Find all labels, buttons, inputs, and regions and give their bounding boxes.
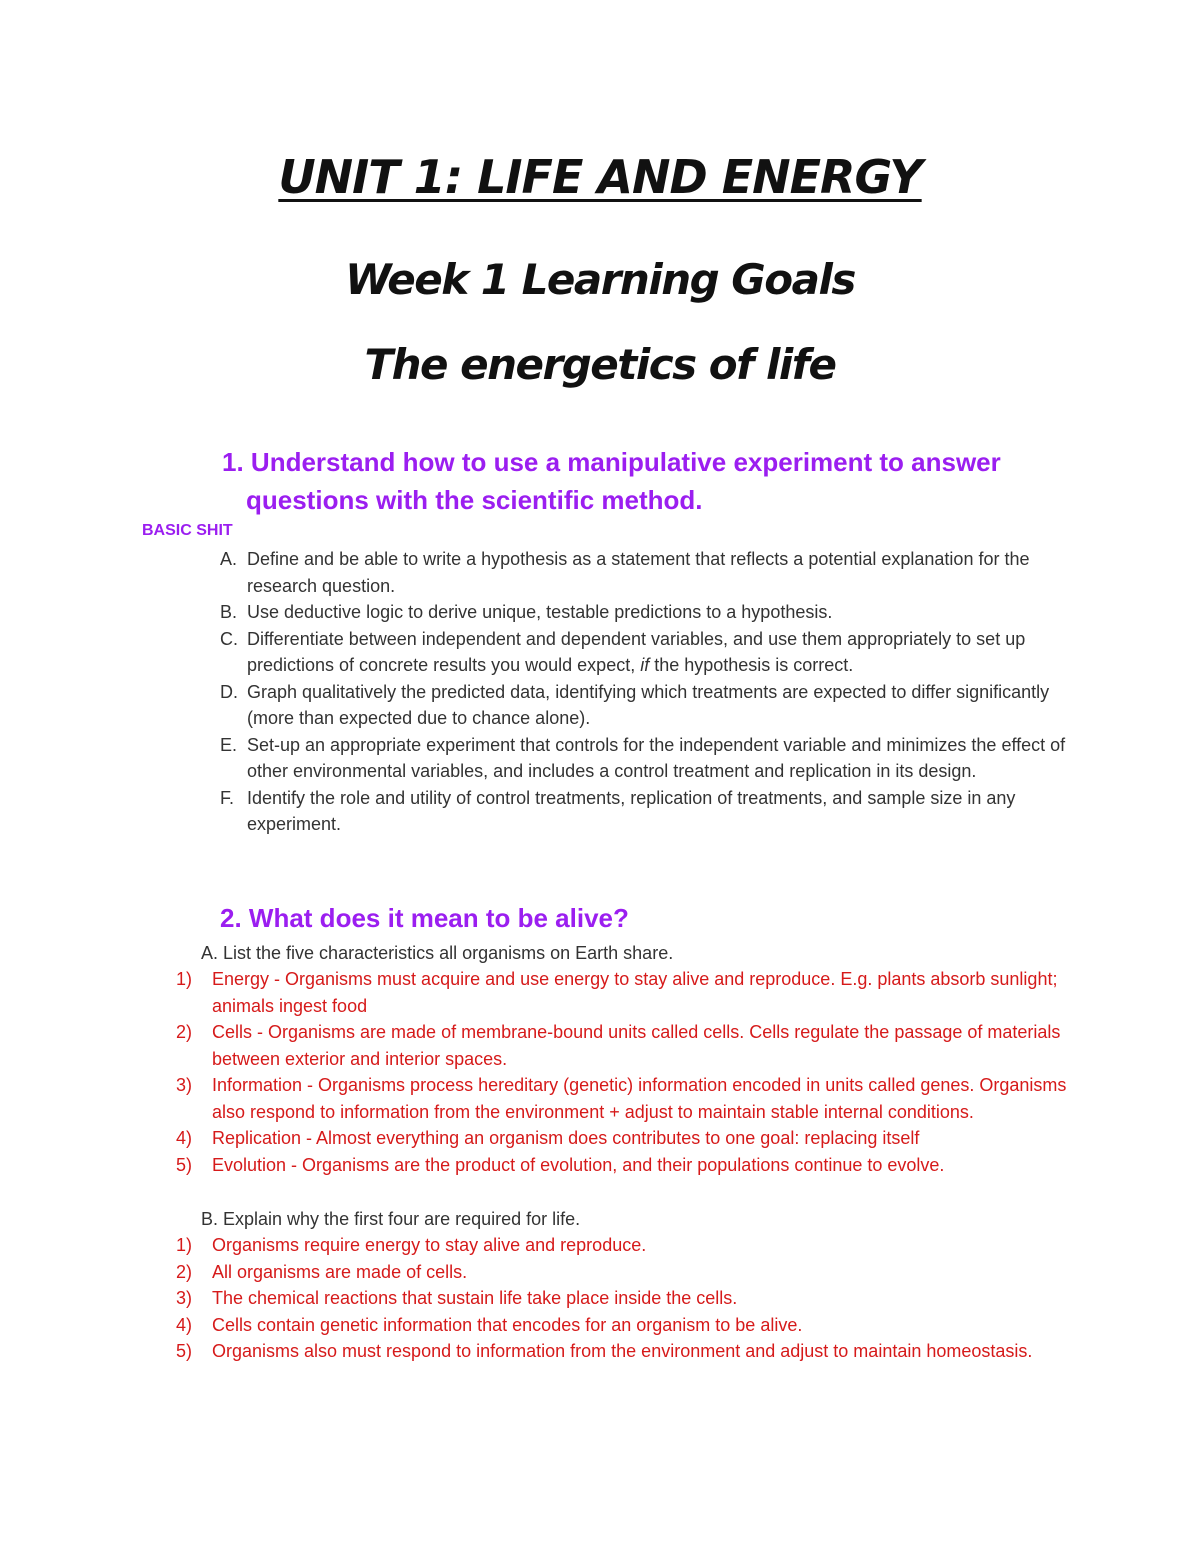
- list-marker: F.: [220, 787, 235, 808]
- list-item: [176, 1125, 1076, 1152]
- list-item: [220, 626, 1080, 679]
- list-item: [176, 1285, 1076, 1312]
- list-item: [176, 1338, 1076, 1365]
- list-item-text: Organisms also must respond to information from the environment and adjust to maintain homeostasis.: [212, 1341, 1033, 1361]
- unit-title: UNIT 1: LIFE AND ENERGY: [278, 150, 922, 204]
- emphasis-text: if: [640, 655, 650, 675]
- list-item: [176, 966, 1076, 1019]
- list-item: [176, 1259, 1076, 1286]
- page-subtitle: The energetics of life: [364, 340, 836, 389]
- list-item-text: All organisms are made of cells.: [212, 1261, 468, 1282]
- goal-1-objectives: [220, 546, 1080, 838]
- list-marker: 3): [176, 1075, 193, 1095]
- list-item: [220, 679, 1080, 732]
- list-item: [176, 1232, 1076, 1259]
- list-marker: 4): [176, 1128, 193, 1148]
- list-marker: 5): [176, 1341, 193, 1361]
- list-item-text: Evolution - Organisms are the product of evolution, and their populations continue to evolve.: [212, 1154, 945, 1175]
- list-marker: 2): [176, 1261, 193, 1282]
- list-marker: E.: [220, 734, 238, 755]
- list-item: [176, 1152, 1076, 1179]
- goal-1-heading-line1: Understand how to use a manipulative experiment to answer: [250, 447, 1001, 477]
- list-item-text: Identify the role and utility of control treatments, replication of treatments, and sample size in any experiment.: [247, 787, 1016, 834]
- list-item-text: The chemical reactions that sustain life take place inside the cells.: [212, 1288, 738, 1308]
- list-marker: A.: [220, 549, 238, 569]
- list-item: [220, 546, 1080, 599]
- list-item: [176, 1019, 1076, 1072]
- list-item-text: Set-up an appropriate experiment that controls for the independent variable and minimizes the effect of other environmental variables, and includes a control treatment and replication in its design.: [247, 734, 1066, 781]
- list-item: [220, 599, 1080, 626]
- list-marker: 4): [176, 1314, 193, 1335]
- list-item: [176, 1072, 1076, 1125]
- list-item-text: Cells contain genetic information that encodes for an organism to be alive.: [212, 1314, 803, 1335]
- goal-1-heading: [222, 443, 1102, 519]
- list-item-text: Organisms require energy to stay alive and reproduce.: [212, 1235, 647, 1255]
- goal-2-number: 2.: [220, 903, 242, 933]
- list-marker: 5): [176, 1154, 193, 1175]
- list-marker: 1): [176, 1235, 193, 1255]
- list-marker: 2): [176, 1022, 193, 1042]
- requirements-list: [176, 1232, 1076, 1365]
- list-marker: C.: [220, 628, 238, 649]
- characteristics-list: [176, 966, 1076, 1178]
- list-item-text: Energy - Organisms must acquire and use energy to stay alive and reproduce. E.g. plants absorb sunlight; animals ingest food: [212, 969, 1058, 1016]
- list-item-text: Replication - Almost everything an organism does contributes to one goal: replacing itself: [212, 1128, 920, 1148]
- list-item: [220, 732, 1080, 785]
- part-a-heading: A. List the five characteristics all organisms on Earth share.: [201, 943, 674, 963]
- list-marker: B.: [220, 602, 238, 622]
- list-item-text: Information - Organisms process hereditary (genetic) information encoded in units called genes. Organisms also respond to information from the environment + adjust to maintain stable internal conditions.: [212, 1075, 1067, 1122]
- list-item-text: the hypothesis is correct.: [649, 655, 854, 675]
- list-item-text: Cells - Organisms are made of membrane-bound units called cells. Cells regulate the passage of materials between exterior and interior spaces.: [212, 1022, 1061, 1069]
- list-item-text: Define and be able to write a hypothesis as a statement that reflects a potential explanation for the research question.: [247, 549, 1030, 596]
- list-item: [220, 785, 1080, 838]
- goal-2-heading: [220, 899, 629, 937]
- list-item-text: Use deductive logic to derive unique, testable predictions to a hypothesis.: [247, 602, 833, 622]
- list-item-text: Graph qualitatively the predicted data, identifying which treatments are expected to differ significantly (more than expected due to chance alone).: [247, 681, 1050, 728]
- goal-1-number: 1.: [222, 447, 244, 477]
- list-marker: D.: [220, 681, 238, 702]
- list-marker: 1): [176, 969, 193, 989]
- goal-1-heading-line2: questions with the scientific method.: [246, 485, 703, 515]
- list-item-text: Differentiate between independent and dependent variables, and use them appropriately to set up predictions of concrete results you would expect,: [247, 628, 1026, 675]
- list-item: [176, 1312, 1076, 1339]
- part-b-heading: B. Explain why the first four are required for life.: [201, 1209, 581, 1229]
- goal-2-heading-text: What does it mean to be alive?: [248, 903, 629, 933]
- list-marker: 3): [176, 1288, 193, 1308]
- section-label: BASIC SHIT: [142, 522, 233, 539]
- week-title: Week 1 Learning Goals: [345, 255, 855, 304]
